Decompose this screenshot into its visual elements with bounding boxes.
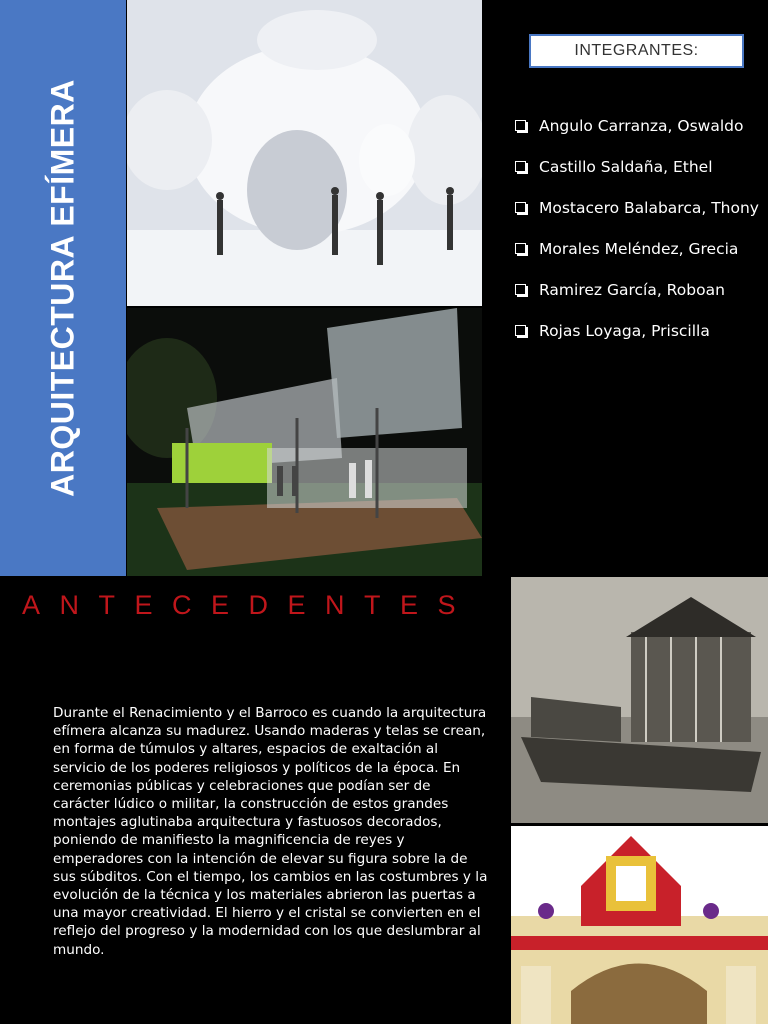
integrantes-heading: INTEGRANTES: xyxy=(529,34,744,68)
member-name: Mostacero Balabarca, Thony xyxy=(539,199,759,217)
antecedentes-heading: ANTECEDENTES xyxy=(22,590,476,620)
historic-ship-engraving xyxy=(511,577,768,823)
checkbox-bullet-icon xyxy=(515,202,526,213)
members-list xyxy=(515,116,765,362)
list-item xyxy=(515,239,765,260)
title-sidebar xyxy=(0,0,126,576)
checkbox-bullet-icon xyxy=(515,161,526,172)
white-stage-photo xyxy=(127,0,482,306)
list-item xyxy=(515,157,765,178)
list-item xyxy=(515,116,765,137)
member-name: Castillo Saldaña, Ethel xyxy=(539,158,713,176)
list-item xyxy=(515,321,765,342)
baroque-gate-photo xyxy=(511,826,768,1024)
antecedentes-body: Durante el Renacimiento y el Barroco es cuando la arquitectura efímera alcanza su madurez. Usando maderas y telas se crean, en forma de túmulos y altares, espacios de exaltación al servicio de los poderes religiosos y políticos de la época. En ceremonias públicas y celebraciones que podían ser de carácter lúdico o militar, la construcción de estos grandes montajes aglutinaba arquitectura y fastuosos decorados, poniendo de manifiesto la magnificencia de reyes y emperadores con la intención de elevar su figura sobre la de sus súbditos. Con el tiempo, los cambios en las costumbres y la evolución de la técnica y los materiales abrieron las puertas a una mayor creatividad. El hierro y el cristal se convierten en el reflejo del progreso y la modernidad con los que deslumbrar al mundo. xyxy=(53,705,488,958)
checkbox-bullet-icon xyxy=(515,243,526,254)
member-name: Ramirez García, Roboan xyxy=(539,281,725,299)
member-name: Rojas Loyaga, Priscilla xyxy=(539,322,710,340)
checkbox-bullet-icon xyxy=(515,325,526,336)
member-name: Morales Meléndez, Grecia xyxy=(539,240,739,258)
list-item xyxy=(515,198,765,219)
page-title: ARQUITECTURA EFÍMERA xyxy=(44,79,81,497)
checkbox-bullet-icon xyxy=(515,120,526,131)
list-item xyxy=(515,280,765,301)
checkbox-bullet-icon xyxy=(515,284,526,295)
pavilion-render-photo xyxy=(127,308,482,576)
member-name: Angulo Carranza, Oswaldo xyxy=(539,117,744,135)
